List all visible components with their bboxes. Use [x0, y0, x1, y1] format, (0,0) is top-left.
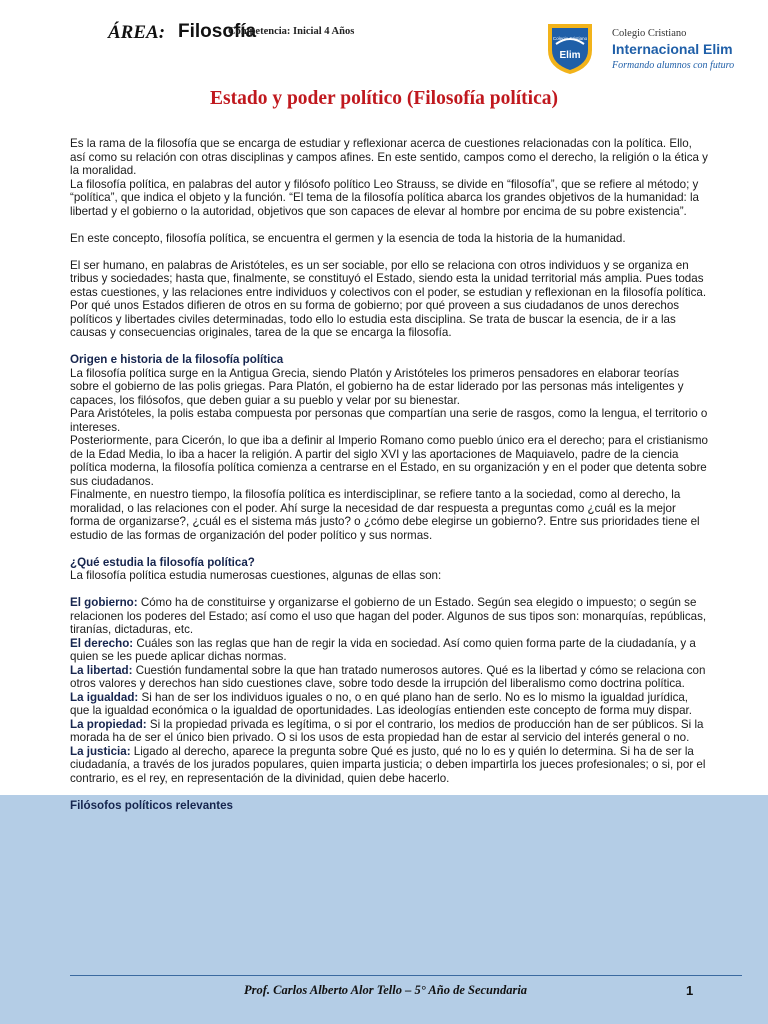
list-item	[70, 664, 708, 691]
area-value: Filosofía	[178, 21, 257, 42]
page-number: 1	[686, 983, 694, 998]
footer-author: Prof. Carlos Alberto Alor Tello – 5° Año de Secundaria	[244, 983, 528, 997]
header-area	[108, 22, 428, 56]
list-item	[70, 745, 708, 786]
paragraph: La filosofía política surge en la Antigua Grecia, siendo Platón y Aristóteles los primeros pensadores en elaborar teorías sobre el gobierno de las polis griegas. Para Platón, el gobierno ha de estar liderado por las personas más inteligentes y capaces, los filósofos, que deben guiar a su pueblo y velar por su bienestar.	[70, 366, 684, 407]
school-slogan: Formando alumnos con futuro	[612, 60, 735, 71]
paragraph: Posteriormente, para Cicerón, lo que iba a definir al Imperio Romano como pueblo único era el derecho; para el cristianismo de la Edad Media, lo iba a hacer la religión. A partir del siglo XVI y las aportaciones de Maquiavelo, padre de la ciencia política moderna, la filosofía política comienza a centrarse en el Estado, en su organización y en el poder que detenta sobre sus ciudadanos.	[70, 434, 708, 488]
page-title: Estado y poder político (Filosofía política)	[210, 88, 558, 109]
shield-text-top: Colegio Cristiano	[552, 36, 588, 41]
item-text: Cómo ha de constituirse y organizarse el gobierno de un Estado. Según sea elegido o impuesto; o según se relacionen los poderes del Estado; así como el uso que hagan del poder. Algunos de sus tipos son: monarquías, repúblicas, tiranías, dictaduras, etc.	[70, 596, 707, 636]
item-term: El derecho:	[70, 636, 134, 650]
item-term: La propiedad:	[70, 717, 147, 731]
shield-text-main: Elim	[559, 50, 581, 61]
item-text: Si han de ser los individuos iguales o no, o en qué plano han de serlo. No es lo mismo la igualdad jurídica, que la igualdad económica o la igualdad de oportunidades. Las ideologías entienden este concepto de forma muy dispar.	[70, 690, 692, 717]
area-label: ÁREA:	[108, 22, 166, 43]
section-heading-filosofos: Filósofos políticos relevantes	[70, 798, 233, 812]
list-item	[70, 637, 708, 664]
item-term: La igualdad:	[70, 690, 139, 704]
school-logo	[540, 20, 760, 80]
list-item	[70, 596, 708, 637]
competencia-label: Competencia: Inicial 4 Años	[228, 26, 355, 37]
item-text: Cuáles son las reglas que han de regir la vida en sociedad. Así como quien forma parte de la ciudadanía, y a quien se les puede aplicar dichas normas.	[70, 636, 696, 663]
paragraph: La filosofía política estudia numerosas cuestiones, algunas de ellas son:	[70, 569, 442, 582]
item-term: La justicia:	[70, 744, 131, 758]
school-type: Colegio Cristiano	[612, 28, 687, 39]
paragraph: El ser humano, en palabras de Aristóteles, es un ser sociable, por ello se relaciona con otros individuos y se organiza en tribus y sociedades; hasta que, finalmente, se constituyó el Estado, siendo esta la unidad territorial más amplia. Pues todas estas cuestiones, y las relaciones entre individuos y colectivos con el poder, se estudian y reflexionan en la filosofía política. Por qué unos Estados difieren de otros en su forma de gobierno; por qué proveen a sus ciudadanos de unos derechos políticos y libertades civiles determinadas, todo ello lo estudia esta disciplina. Se trata de buscar la esencia, de ir a las causas y consecuencias originales, tarea de la que se encarga la filosofía.	[70, 258, 707, 339]
section-heading-origen: Origen e historia de la filosofía política	[70, 353, 284, 366]
paragraph: La filosofía política, en palabras del autor y filósofo político Leo Strauss, se divide en “filosofía”, que se refiere al método; y “política”, que indica el objeto y la función. “El tema de la filosofía política abarca los grandes objetivos de la humanidad: la libertad y el gobierno o la autoridad, objetivos que son capaces de elevar al hombre por encima de su pobre existencia”.	[70, 177, 700, 218]
item-text: Si la propiedad privada es legítima, o si por el contrario, los medios de producción han de ser públicos. Si la morada ha de ser el único bien privado. O si los usos de esta propiedad han de estar al servicio del interés general o no.	[70, 717, 704, 744]
document-body	[70, 137, 708, 812]
item-term: El gobierno:	[70, 596, 138, 609]
item-text: Cuestión fundamental sobre la que han tratado numerosos autores. Qué es la libertad y cómo se relaciona con otros valores y derechos han sido cuestiones clave, sobre todo desde la irrupción del liberalismo como doctrina política.	[70, 663, 706, 690]
school-name: Internacional Elim	[612, 41, 733, 57]
paragraph: Para Aristóteles, la polis estaba compuesta por personas que compartían una serie de rasgos, como la lengua, el territorio o intereses.	[70, 407, 708, 434]
section-heading-que-estudia: ¿Qué estudia la filosofía política?	[70, 555, 255, 569]
list-item	[70, 691, 708, 718]
list-item	[70, 718, 708, 745]
school-shield-icon	[544, 20, 596, 76]
paragraph: Finalmente, en nuestro tiempo, la filosofía política es interdisciplinar, se refiere tanto a la sociedad, como al derecho, la moralidad, o las relaciones con el poder. Ahí surge la necesidad de dar respuesta a preguntas como ¿cuál es la mejor forma de organizarse?, ¿cuál es el sistema más justo? o ¿cómo debe elegirse un gobierno?. Entre sus prioridades tiene el estudio de las formas de organización del poder político y sus normas.	[70, 488, 700, 542]
item-term: La libertad:	[70, 663, 133, 677]
item-text: Ligado al derecho, aparece la pregunta sobre Qué es justo, qué no lo es y quién lo determina. Si ha de ser la ciudadanía, a través de los jurados populares, quien imparta justicia; o deben impartirla los jueces profesionales; o si, por el contrario, es el rey, en representación de la divinidad, quien debe hacerlo.	[70, 744, 706, 785]
paragraph: Es la rama de la filosofía que se encarga de estudiar y reflexionar acerca de cuestiones relacionadas con la política. Ello, así como su relación con otras disciplinas y campos afines. En este sentido, campos como el derecho, la religión o la ética y la moralidad.	[70, 137, 708, 177]
paragraph: En este concepto, filosofía política, se encuentra el germen y la esencia de toda la historia de la humanidad.	[70, 231, 626, 245]
footer-divider	[70, 975, 742, 976]
